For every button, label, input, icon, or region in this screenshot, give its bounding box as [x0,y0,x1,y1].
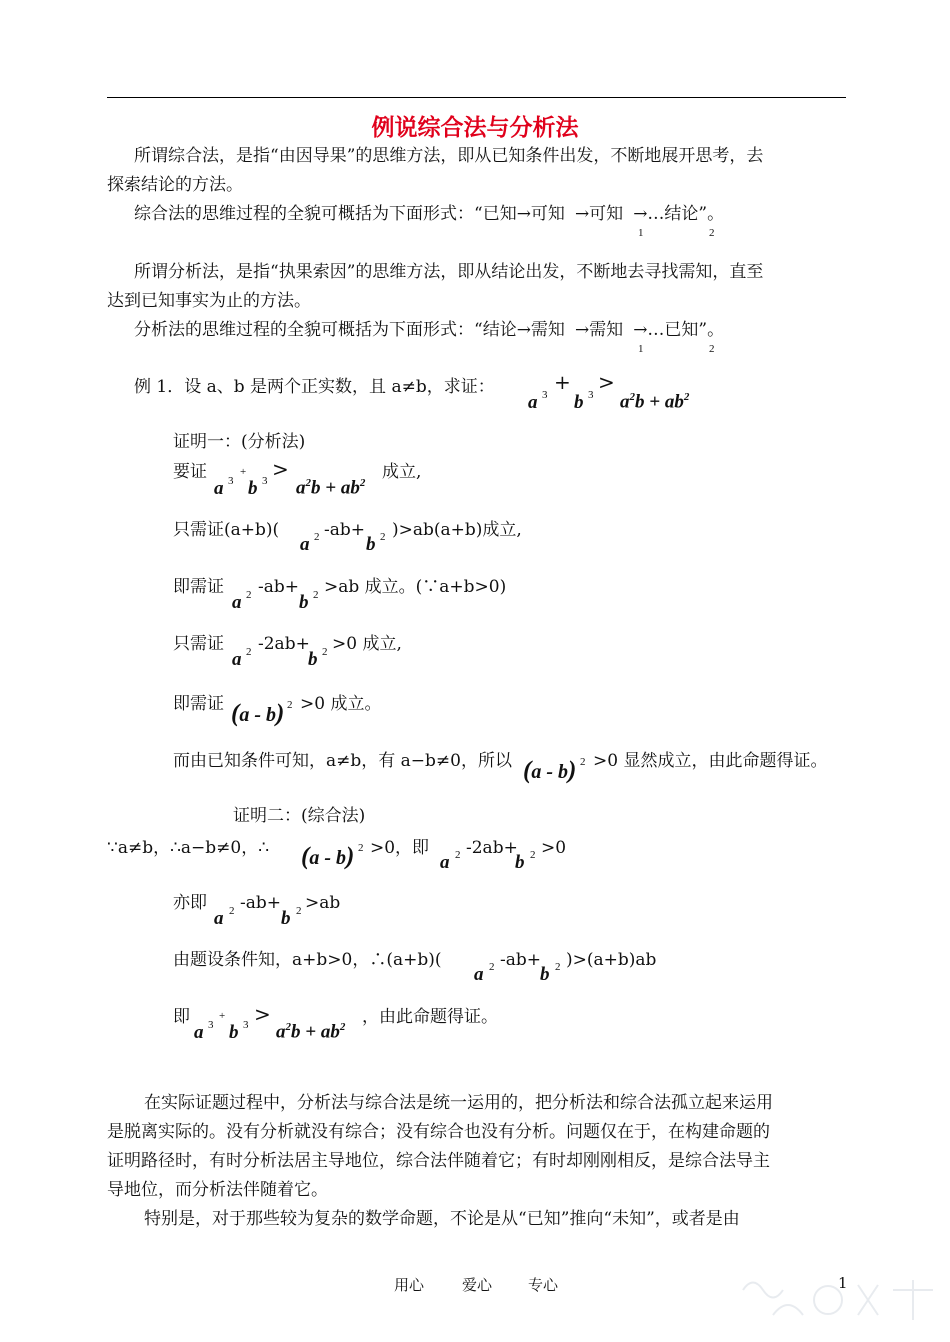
proof2-line3-pre: 由题设条件知，a+b>0，∴(a+b)( [173,950,442,970]
example1-gt: > [598,370,615,394]
example1-a-exp: 3 [542,389,548,401]
conclusion-line1: 在实际证题过程中，分析法与综合法是统一运用的，把分析法和综合法孤立起来运用 [144,1093,773,1113]
para4-suffix: →…已知”。 [633,320,725,340]
proof2-line2-b-exp: 2 [296,905,302,917]
para3-line2: 达到已知事实为止的方法。 [107,291,311,311]
proof2-line1-a: a [440,852,450,873]
proof2-line2-b: b [281,908,291,929]
proof1-line1-a: a [214,478,224,499]
para1-line1: 所谓综合法，是指“由因导果”的思维方法，即从已知条件出发，不断地展开思考，去 [134,146,764,166]
proof1-line6-pre: 而由已知条件可知，a≠b，有 a−b≠0，所以 [173,751,512,771]
proof1-line1-plus: + [240,466,247,478]
proof1-line2-post: )>ab(a+b)成立, [392,520,522,540]
header-rule [107,97,846,98]
proof1-line4-mid: -2ab+ [258,634,310,654]
proof2-line2-post: >ab [305,893,341,913]
para2-prefix: 综合法的思维过程的全貌可概括为下面形式：“已知→可知 [134,204,565,224]
proof2-line4-a: a [194,1022,204,1043]
proof2-line4-a-exp: 3 [208,1019,214,1031]
example1-text: 例 1．设 a、b 是两个正实数，且 a≠b，求证： [134,377,495,397]
proof1-line3-mid: -ab+ [258,577,300,597]
proof2-line4-gt: > [254,1002,271,1026]
proof1-line1-rhs: $a^2b + ab^2$ [296,477,366,499]
proof2-line2-a-exp: 2 [229,905,235,917]
proof1-line4-a: a [232,649,242,670]
footer-left: 用心 [394,1276,425,1294]
example1-plus: + [554,370,571,394]
proof1-line4-post: >0 成立, [332,634,402,654]
proof1-line1-b-exp: 3 [262,475,268,487]
proof1-line2-a-exp: 2 [314,531,320,543]
para4-sub1: 1 [638,343,644,355]
proof2-line3-b-exp: 2 [555,961,561,973]
proof1-line5-expr: (a - b) [231,700,285,727]
proof2-line3-b: b [540,964,550,985]
proof1-line3-b-exp: 2 [313,589,319,601]
footer-right: 专心 [528,1276,559,1294]
watermark-logo [733,1260,948,1340]
proof2-line4-post: ，由此命题得证。 [362,1007,498,1027]
footer-mid: 爱心 [462,1276,493,1294]
proof2-line1-post: >0 [541,838,567,858]
proof2-line4-b: b [229,1022,239,1043]
proof1-line6-exp: 2 [580,756,586,768]
proof2-line4-rhs: $a^2b + ab^2$ [276,1021,346,1043]
page-title: 例说综合法与分析法 [371,115,579,141]
proof2-line3-a-exp: 2 [489,961,495,973]
proof1-line1-post: 成立, [382,462,422,482]
proof1-line3-pre: 即需证 [173,577,224,597]
proof1-line5-pre: 即需证 [173,694,224,714]
conclusion-line3: 证明路径时，有时分析法居主导地位，综合法伴随着它；有时却刚刚相反，是综合法导主 [107,1151,770,1171]
para2-suffix: →…结论”。 [633,204,725,224]
example1-b-exp: 3 [588,389,594,401]
para4-arrow1: →需知 [574,320,624,340]
proof2-line1-mid2: -2ab+ [466,838,518,858]
proof2-line1-mid: >0，即 [370,838,430,858]
proof1-line4-a-exp: 2 [246,646,252,658]
conclusion-line4: 导地位，而分析法伴随着它。 [107,1180,328,1200]
proof1-line4-b-exp: 2 [322,646,328,658]
proof1-line2-b-exp: 2 [380,531,386,543]
para3-line1: 所谓分析法，是指“执果索因”的思维方法，即从结论出发，不断地去寻找需知，直至 [134,262,764,282]
proof1-line6-post: >0 显然成立，由此命题得证。 [593,751,828,771]
proof1-line1-a-exp: 3 [228,475,234,487]
proof2-line3-a: a [474,964,484,985]
proof1-line2-a: a [300,534,310,555]
proof1-line5-post: >0 成立。 [300,694,382,714]
proof2-line1-exp: 2 [358,842,364,854]
example1-a: a [528,392,538,413]
proof2-heading: 证明二：(综合法) [233,806,366,826]
proof2-line4-plus: + [219,1010,226,1022]
proof2-line1-expr: (a - b) [301,843,355,870]
proof2-line1-b-exp: 2 [530,849,536,861]
conclusion-line5: 特别是，对于那些较为复杂的数学命题，不论是从“已知”推向“未知”，或者是由 [144,1209,740,1229]
proof2-line3-post: )>(a+b)ab [566,950,657,970]
example1-rhs: $a^2b + ab^2$ [620,391,690,413]
proof2-line4-pre: 即 [173,1007,190,1027]
proof2-line3-mid: -ab+ [500,950,542,970]
proof1-line1-gt: > [272,457,289,481]
proof1-line1-b: b [248,478,258,499]
proof1-line5-exp: 2 [287,699,293,711]
para1-line2: 探索结论的方法。 [107,175,243,195]
proof2-line1-b: b [515,852,525,873]
proof1-line2-mid: -ab+ [324,520,366,540]
proof2-line4-b-exp: 3 [243,1019,249,1031]
para4-sub2: 2 [709,343,715,355]
proof1-line3-a: a [232,592,242,613]
para4-prefix: 分析法的思维过程的全貌可概括为下面形式：“结论→需知 [134,320,565,340]
para4-text [134,320,724,340]
proof2-line1-pre: ∵a≠b，∴a−b≠0，∴ [107,838,270,858]
proof1-line3-a-exp: 2 [246,589,252,601]
proof1-line3-b: b [299,592,309,613]
proof1-line2-b: b [366,534,376,555]
proof1-line4-b: b [308,649,318,670]
proof1-line2-pre: 只需证(a+b)( [173,520,280,540]
proof1-line3-post: >ab 成立。(∵a+b>0) [324,577,507,597]
proof1-line4-pre: 只需证 [173,634,224,654]
para2-sub1: 1 [638,227,644,239]
para2-sub2: 2 [709,227,715,239]
proof2-line2-mid: -ab+ [240,893,282,913]
para2-text [134,204,724,224]
proof1-line6-expr: (a - b) [523,757,577,784]
proof2-line2-a: a [214,908,224,929]
proof1-line1-pre: 要证 [173,462,207,482]
para2-arrow1: →可知 [574,204,624,224]
conclusion-line2: 是脱离实际的。没有分析就没有综合；没有综合也没有分析。问题仅在于，在构建命题的 [107,1122,770,1142]
proof2-line1-a-exp: 2 [455,849,461,861]
example1-b: b [574,392,584,413]
proof1-heading: 证明一：(分析法) [173,432,306,452]
proof2-line2-pre: 亦即 [173,893,207,913]
page-number: 1 [838,1274,848,1292]
